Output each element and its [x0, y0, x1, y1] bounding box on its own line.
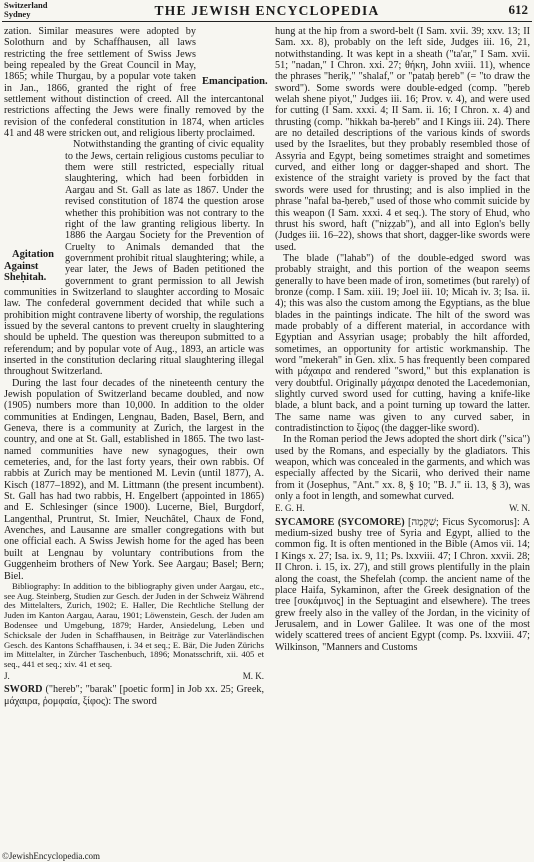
body-text: In the Roman period the Jews adopted the short dirk ("sica") used by the Romans, and especially by the gladiators. This weapon, which was concealed in the garments, and which was especially affected by the Sicarii, who derived their name from it (Josephus, "Ant." xx. 8, § 10; "B. J." ii. 13, § 3), was only a foot in length, and somewhat curved. [275, 434, 530, 503]
page-title: THE JEWISH ENCYCLOPEDIA [154, 3, 380, 18]
blade-paragraph [275, 253, 530, 435]
body-text: zation. Similar measures were adopted by Solothurn and by Schaffhausen, all laws restricting the free settlement of Swiss Jews being repealed by the Great Council in May, 1865; while Thurgau, by a popular vote taken in Jan., 1866, granted the right of free settlement without distinction of creed. All the intercantonal restrictions affecting the Jews were finally removed by the revision of the confederal constitution in 1874, when articles 41 and 48 were stricken out, and religious liberty proclaimed. [4, 26, 264, 140]
body-text: During the last four decades of the nineteenth century the Jewish population of Switzerland became doubled, and now (1905) numbers more than 10,000. In addition to the older communities at Endingen, Lengnau, Baden, Basel, Bern, and Geneva, there is a community at Zurich, the largest in the country, and one at St. Gall, established in 1865. The two last-named communities have new synagogues, their own cemeteries, and, for the last forty years, their own rabbis. Of rabbis at Zurich may be mentioned M. Levin (until 1877), A. Kisch (1877–1892), and M. Littmann (the present incumbent). St. Gall has had two rabbis, H. Engelbert (appointed in 1865) and E. Schlesinger (since 1900). Lucerne, Biel, Burgdorf, Langenthal, Pruntrut, St. Imier, Neuchâtel, Chaux de Fond, Avenches, and Lausanne are smaller congregations with but one official each. A Swiss Jewish home for the aged has been built at Lengnau by voluntary contributions from the Guggenheim brothers of New York. See Aargau; Basel; Bern; Biel. [4, 377, 264, 582]
body-text: hung at the hip from a sword-belt (I Sam. xvii. 39; xxv. 13; II Sam. xx. 8), probably on the left side, Judges iii. 16, 21, notwithstanding. It was kept in a sheath ("ta'ar," I Sam. xvii. 51; "nadan," I Chron. xxi. 27; θήκη, John xviii. 11), whence the phrases "heriḳ," "shalaf," or "pataḥ ḥereb" (= "to draw the sword"). Some swords were double-edged (comp. "ḥereb welah shene piyot," Judges iii. 16; Prov. v. 4), and were used for cutting (I Sam. xxxi. 4; II Sam. ii. 16; I Chron. x. 4) and thrusting (comp. "hikkah ba-ḥereb" and I Kings iii. 24). There are no detailed descriptions of the various kinds of swords used by the Israelites, but they probably resembled those of Assyria and Egypt, being sometimes straight and sometimes curved, and either long or dagger-shaped and short. The existence of the straight variety is proved by the fact that swords were used for thrusting; and is also implied in the phrase "nafal ba-ḥereb," used of those who commit suicide by this weapon (I Sam. xxxi. 4 et seq.). The story of Ehud, who thrust his sword, haft ("niẓẓab"), and all into Eglon's belly (Judges iii. 16–22), shows that short, dagger-like swords were used. [275, 26, 530, 253]
body-text: Notwithstanding the granting of civic equality to the Jews, certain religious customs peculiar to them were still restricted, especially ritual slaughtering, which had been forbidden in Aargau and St. Gall as late as 1867. Under the revised constitution of 1874 the question arose whether this prohibition was not contrary to the right of the law granting religious liberty. In 1886 the Aargau Society for the Prevention of Cruelty to Animals demanded that the government prohibit ritual slaughtering; while, a year later, the Jews of Baden petitioned the government to grant permission to all Jewish communities in Switzerland to slaughter according to Mosaic law. The confederal government decided that while such a prohibition might contravene liberty of worship, the regulations issued by the several cantons to prevent cruelty in slaughtering should be upheld. The question was thereupon submitted to a referendum; and by popular vote of Aug., 1893, an article was inserted in the constitution declaring ritual slaughtering illegal throughout Switzerland. [4, 139, 264, 378]
entry-heading-sword: SWORD [4, 684, 43, 696]
population-paragraph [4, 378, 264, 582]
signature-line [4, 671, 264, 682]
sidenote-emancipation: Emancipation. [202, 76, 268, 87]
sword-continued-paragraph [275, 26, 530, 253]
running-head-last: Sydney [4, 9, 31, 19]
signature-left: J. [4, 671, 10, 682]
copyright-footer: ©JewishEncyclopedia.com [2, 851, 101, 861]
bibliography: Bibliography: In addition to the bibliography given under Aargau, etc., see Aug. Steinberg, Studien zur Gesch. der Juden in der Schweiz Während des Mittelalters, Zurich, 1902; E. Haller, Die Rechtliche Stellung der Juden im Kanton Aargau, Aarau, 1901; Löwenstein, Gesch. der Juden am Bodensee und Umgebung, 1879; Harder, Ansiedelung, Leben und Schicksale der Juden in Schaffhausen, in Beiträge zur Vaterländischen Gesch. des Kantons Schaffhausen, i. 34 et seq.; E. Bär, Die Juden Zürichs im Mittelalter, in Zürcher Taschenbuch, 1896; Monatsschrift, xii. 405 et seq., 441 et seq.; xiv. 41 et seq. [4, 580, 264, 670]
page-header [0, 0, 534, 22]
signature-line [275, 503, 530, 514]
body-text: The blade ("lahab") of the double-edged sword was probably straight, and this portion of the weapon seems generally to have been made of iron, sometimes (but rarely) of bronze (comp. I Sam. xiii. 19; Joel iii. 10; Micah iv. 3; Isa. ii. 4); this was also the custom among the Egyptians, as the blue blades in the paintings indicate. The hilt of the sword was made probably of a different material, in accordance with Egyptian and Assyrian usage; probably the hilt afforded, sometimes, an opportunity for artistic workmanship. The word "mekerah" in Gen. xlix. 5 has frequently been compared with μάχαιρα and rendered "sword," but this explanation is very doubtful. Originally μάχαιρα denoted the Lacedemonian, slightly curved sword used for cutting, having a knife-like blade, a blunt back, and a point turning up toward the latter. The same name was given to any curved saber, in contradistinction to ξίφος (the dagger-like sword). [275, 252, 530, 435]
signature-right: M. K. [242, 671, 264, 682]
emancipation-paragraph [4, 26, 268, 140]
signature-right: W. N. [509, 503, 530, 514]
page-number: 612 [508, 2, 528, 17]
agitation-paragraph [4, 139, 264, 377]
left-column [4, 26, 268, 707]
header-rule [2, 21, 532, 22]
running-head-first: Switzerland [4, 0, 48, 10]
sword-entry [4, 684, 264, 707]
signature-left: E. G. H. [275, 503, 305, 514]
right-column [275, 26, 530, 653]
body-text: [שִׁקְמָה; Ficus Sycomorus]: A medium-sized bushy tree of Syria and Egypt, allied to the common fig. It is often mentioned in the Bible (Amos vii. 14; I Kings x. 27; Isa. ix. 9, 11; Ps. lxxviii. 47; I Chron. xxvii. 28; II Chron. i. 15, ix. 27), and still grows plentifully in the plain along the coast, the Shefelah (comp. the ancient name of the place Haifa, Sykaminon, after the Greek designation of the tree [συκάμινος] in the Septuagint and elsewhere). The trees grew freely also in the valley of the Jordan, in the vicinity of Jerusalem, and in Lower Galilee. It was one of the most widely scattered trees of ancient Egypt (comp. Ps. lxxviii. 47; Wilkinson, "Manners and Customs [275, 516, 530, 653]
body-text: ("hereb"; "barak" [poetic form] in Job xx. 25; Greek, μάχαιρα, ῥομφαία, ξίφος): The sword [4, 684, 264, 707]
roman-period-paragraph [275, 434, 530, 502]
entry-heading-sycamore: SYCAMORE (SYCOMORE) [275, 516, 405, 528]
sycamore-entry [275, 517, 530, 653]
sidenote-agitation: Agitation Against Sheḥitah. [4, 249, 54, 284]
